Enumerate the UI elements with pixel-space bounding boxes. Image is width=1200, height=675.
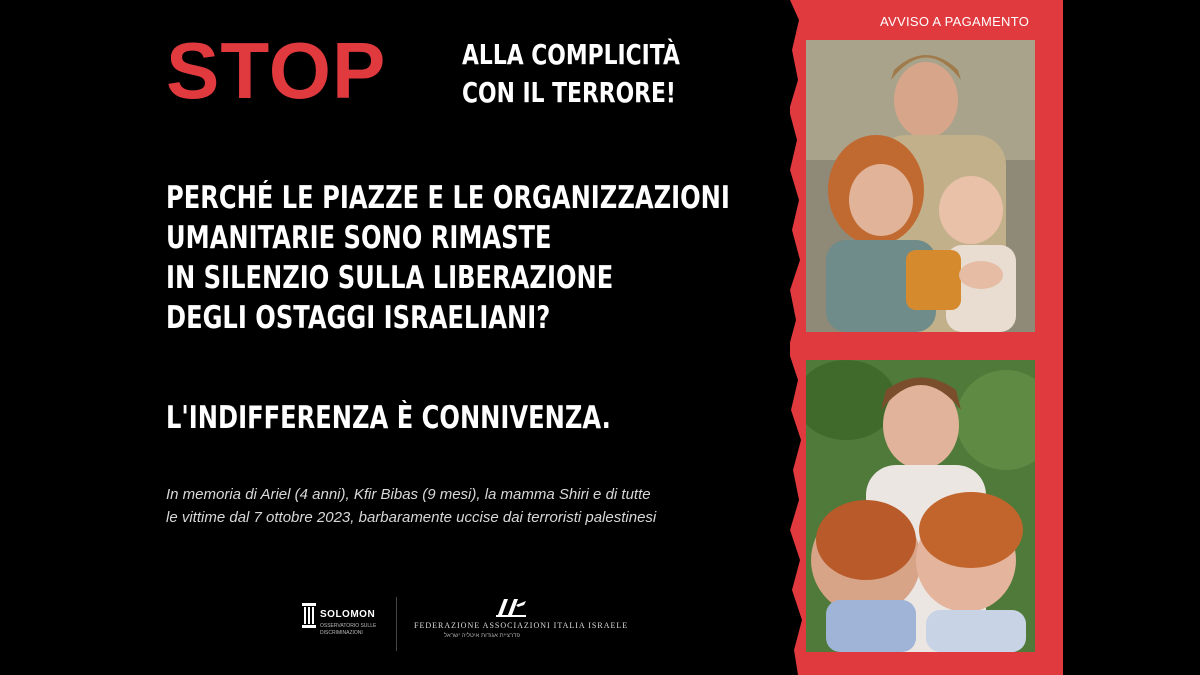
question-line: DEGLI OSTAGGI ISRAELIANI? xyxy=(166,300,551,336)
photo-mother-with-two-children xyxy=(806,40,1035,332)
memorial-text xyxy=(166,483,786,529)
solomon-subtitle: OSSERVATORIO SULLE DISCRIMINAZIONI xyxy=(320,623,377,636)
column-icon xyxy=(302,603,316,629)
headline-subtitle xyxy=(462,36,696,112)
solomon-name: SOLOMON xyxy=(320,609,376,620)
federation-logo xyxy=(414,595,634,653)
headline-subtitle-line: CON IL TERRORE! xyxy=(462,76,676,109)
headline-subtitle-line: ALLA COMPLICITÀ xyxy=(462,38,680,71)
photo-bottom-illustration xyxy=(806,360,1035,652)
federation-name: FEDERAZIONE ASSOCIAZIONI ITALIA ISRAELE xyxy=(414,621,629,630)
logo-divider xyxy=(396,597,397,651)
sponsor-logos xyxy=(296,595,636,655)
question-line: IN SILENZIO SULLA LIBERAZIONE xyxy=(166,260,614,296)
statement-text: L'INDIFFERENZA È CONNIVENZA. xyxy=(166,400,611,436)
memorial-line: le vittime dal 7 ottobre 2023, barbaramente uccise dai terroristi palestinesi xyxy=(166,509,657,526)
federation-hebrew-name: פדרציית אגודות איטליה ישראל xyxy=(444,633,521,639)
memorial-line: In memoria di Ariel (4 anni), Kfir Bibas (9 mesi), la mamma Shiri e di tutte xyxy=(166,486,651,503)
stop-headline: STOP xyxy=(166,26,387,115)
question-text xyxy=(166,178,759,338)
question-line: UMANITARIE SONO RIMASTE xyxy=(166,220,552,256)
question-line: PERCHÉ LE PIAZZE E LE ORGANIZZAZIONI xyxy=(166,180,730,216)
federation-emblem-icon xyxy=(494,595,530,619)
solomon-logo xyxy=(296,599,386,647)
paid-notice: AVVISO A PAGAMENTO xyxy=(880,14,1030,29)
photo-mother-holding-two-children xyxy=(806,360,1035,652)
photo-top-illustration xyxy=(806,40,1035,332)
